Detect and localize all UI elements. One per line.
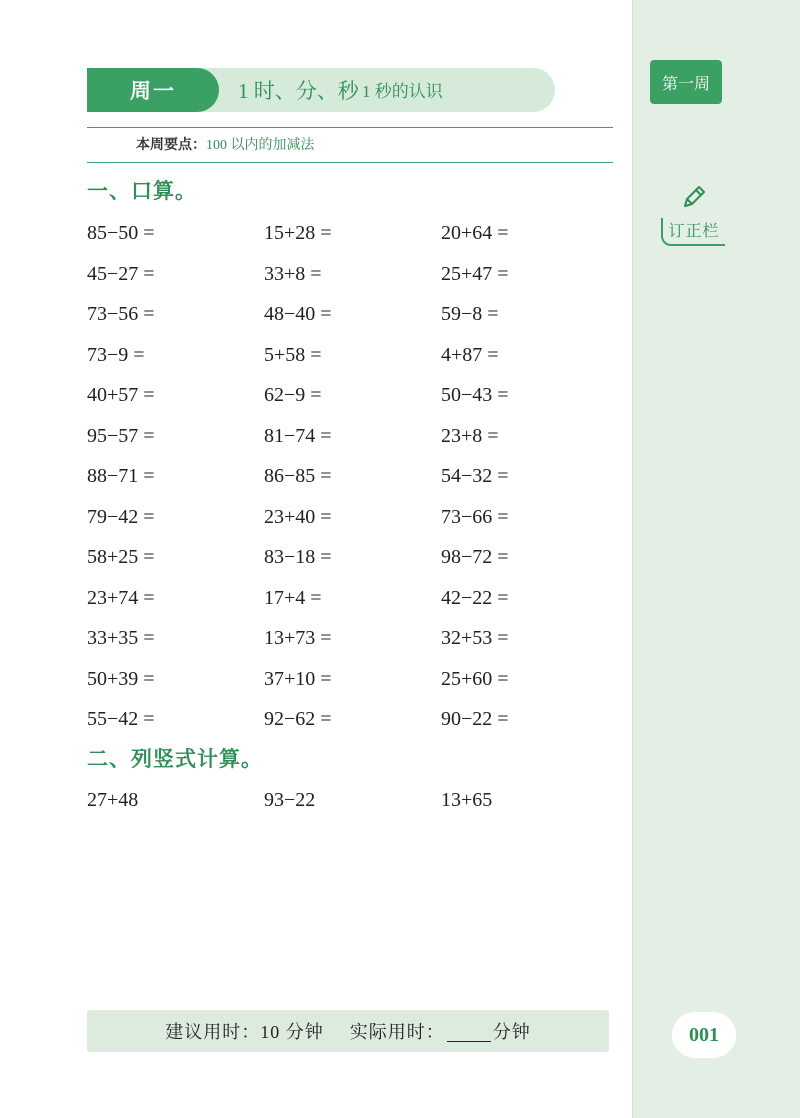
sidebar	[632, 0, 800, 1118]
focus-top-rule	[87, 127, 613, 128]
oral-problem: 58+25 =	[87, 546, 155, 568]
oral-problem: 4+87 =	[441, 344, 499, 366]
page-number: 001	[672, 1012, 736, 1058]
oral-problem: 13+73 =	[264, 627, 332, 649]
oral-problem: 33+35 =	[87, 627, 155, 649]
day-tab: 周一	[87, 68, 219, 112]
oral-problem: 20+64 =	[441, 222, 509, 244]
oral-problem: 33+8 =	[264, 263, 322, 285]
correction-column-label: 订正栏	[661, 218, 725, 246]
oral-problem: 98−72 =	[441, 546, 509, 568]
suggested-time-value: 10 分钟	[260, 1022, 324, 1042]
oral-problem: 15+28 =	[264, 222, 332, 244]
oral-problem: 40+57 =	[87, 384, 155, 406]
oral-problem: 73−56 =	[87, 303, 155, 325]
oral-problem: 23+74 =	[87, 587, 155, 609]
oral-problem: 79−42 =	[87, 506, 155, 528]
oral-problem: 25+60 =	[441, 668, 509, 690]
oral-problem: 23+40 =	[264, 506, 332, 528]
oral-problem: 37+10 =	[264, 668, 332, 690]
oral-problem: 73−66 =	[441, 506, 509, 528]
pencil-icon	[678, 183, 708, 213]
oral-problem: 86−85 =	[264, 465, 332, 487]
oral-problem: 55−42 =	[87, 708, 155, 730]
weekly-focus-value: 100 以内的加减法	[206, 138, 315, 153]
oral-problem: 17+4 =	[264, 587, 322, 609]
oral-problem: 92−62 =	[264, 708, 332, 730]
oral-problem: 48−40 =	[264, 303, 332, 325]
weekly-focus	[136, 134, 315, 156]
oral-problem: 81−74 =	[264, 425, 332, 447]
oral-problem: 59−8 =	[441, 303, 499, 325]
oral-problem: 62−9 =	[264, 384, 322, 406]
oral-problem: 90−22 =	[441, 708, 509, 730]
actual-time-unit: 分钟	[492, 1022, 531, 1042]
weekly-focus-label: 本周要点：	[136, 137, 206, 153]
lesson-title: 1 秒的认识	[362, 82, 443, 101]
week-badge: 第一周	[650, 60, 722, 104]
actual-time-label: 实际用时：	[349, 1022, 445, 1042]
oral-problem: 88−71 =	[87, 465, 155, 487]
unit-title: 1 时、分、秒	[238, 79, 359, 103]
section-vertical-title: 二、列竖式计算。	[87, 747, 263, 771]
oral-problem: 85−50 =	[87, 222, 155, 244]
oral-problem: 45−27 =	[87, 263, 155, 285]
oral-problem: 5+58 =	[264, 344, 322, 366]
vertical-problem: 93−22	[264, 789, 316, 811]
oral-problem: 32+53 =	[441, 627, 509, 649]
oral-problem: 73−9 =	[87, 344, 145, 366]
focus-bottom-rule	[87, 162, 613, 163]
vertical-problem: 27+48	[87, 789, 139, 811]
oral-problem: 50−43 =	[441, 384, 509, 406]
suggested-time-label: 建议用时：	[165, 1022, 261, 1042]
oral-problem: 50+39 =	[87, 668, 155, 690]
oral-problem: 23+8 =	[441, 425, 499, 447]
oral-problem: 95−57 =	[87, 425, 155, 447]
oral-problem: 54−32 =	[441, 465, 509, 487]
oral-problem: 25+47 =	[441, 263, 509, 285]
time-footer	[87, 1010, 609, 1052]
oral-problem: 83−18 =	[264, 546, 332, 568]
actual-time-blank[interactable]	[447, 1021, 491, 1042]
oral-problem: 42−22 =	[441, 587, 509, 609]
vertical-problem: 13+65	[441, 789, 493, 811]
section-oral-title: 一、口算。	[87, 179, 197, 203]
